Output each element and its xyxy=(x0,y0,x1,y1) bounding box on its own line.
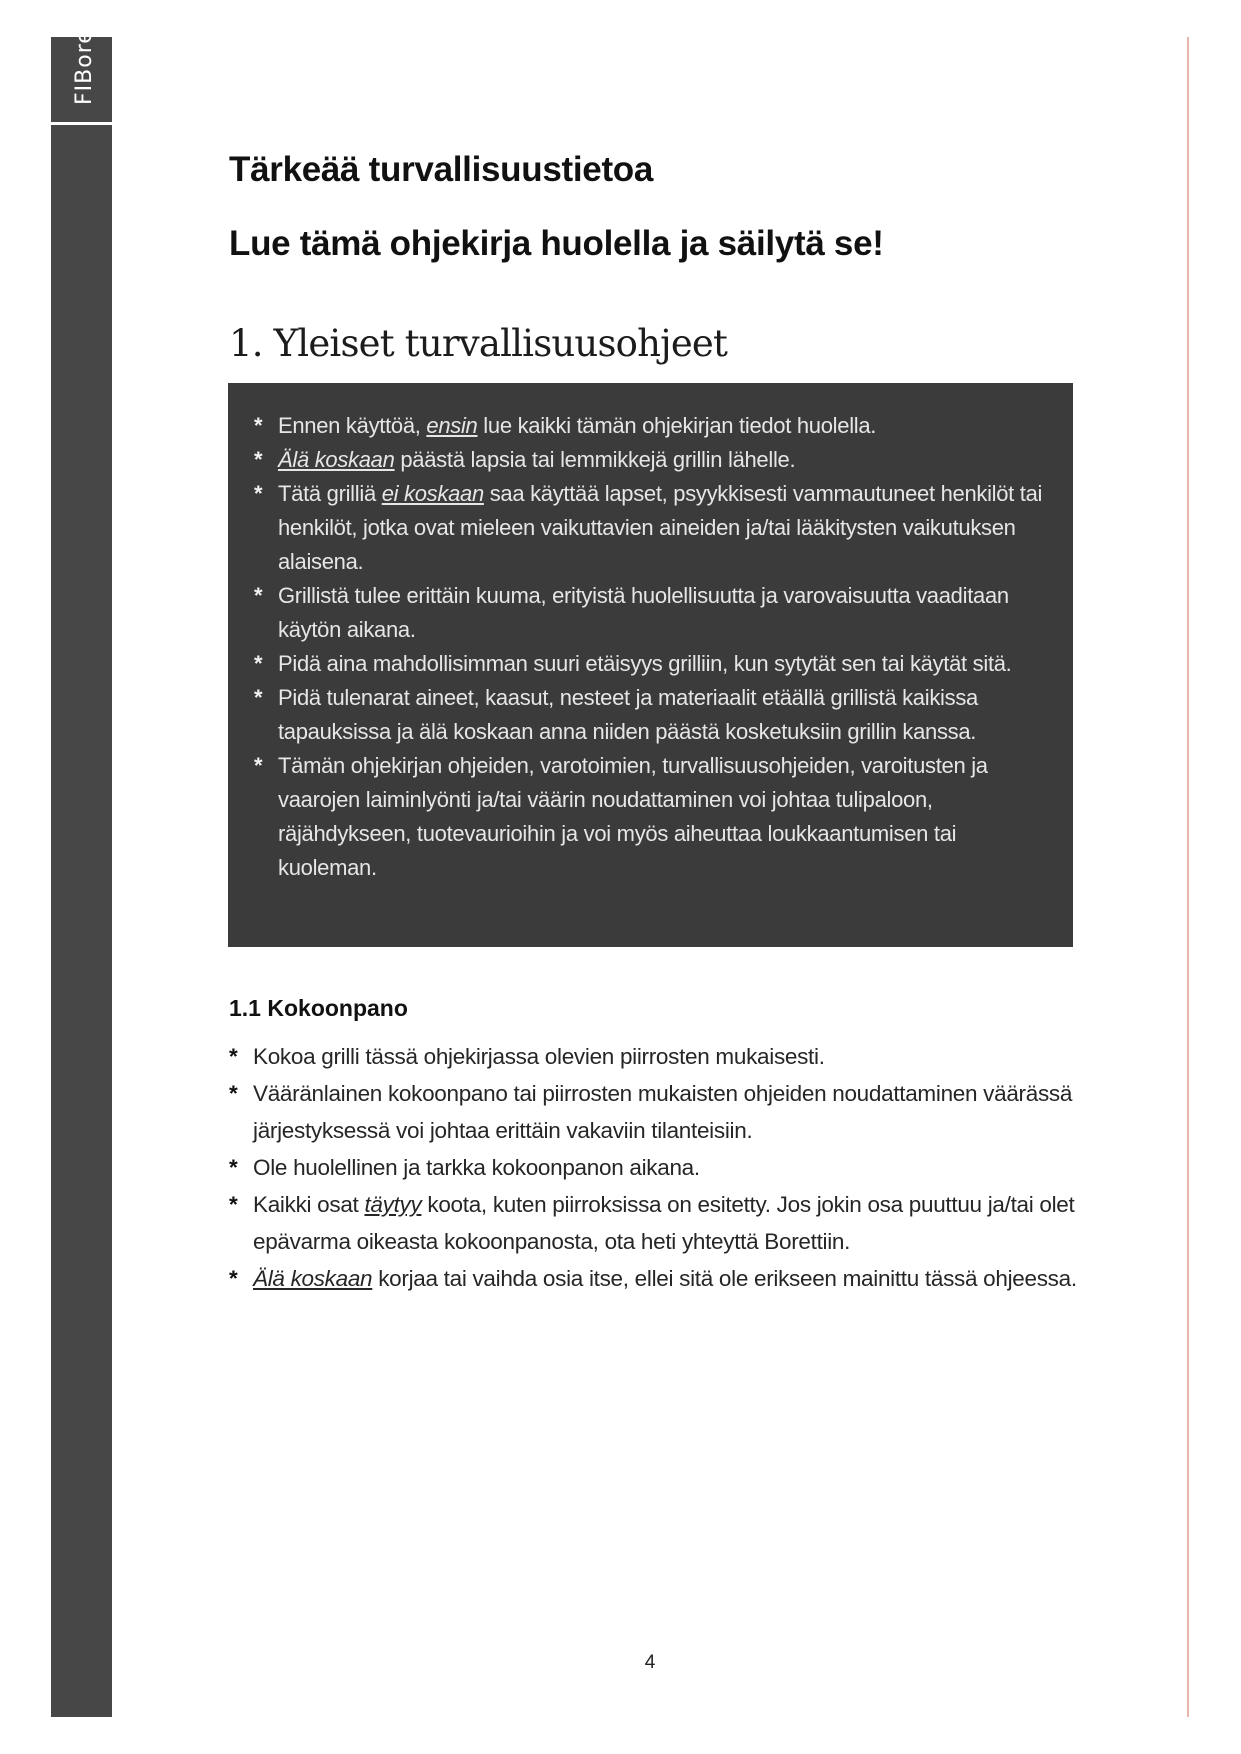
list-item: * Älä koskaan korjaa tai vaihda osia itse, ellei sitä ole erikseen mainittu tässä ohjeessa. xyxy=(229,1260,1089,1297)
bullet-star: * xyxy=(229,1155,238,1180)
bullet-star: * xyxy=(254,583,263,608)
list-item: * Ole huolellinen ja tarkka kokoonpanon aikana. xyxy=(229,1149,1089,1186)
list-item: * Pidä tulenarat aineet, kaasut, nesteet ja materiaalit etäällä grillistä kaikissa tapauksissa ja älä koskaan anna niiden päästä kosketuksiin grillin kanssa. xyxy=(254,681,1043,749)
page-number: 4 xyxy=(644,1652,656,1673)
right-margin-rule xyxy=(1187,37,1189,1717)
bullet-star: * xyxy=(229,1044,238,1069)
list-item: * Kokoa grilli tässä ohjekirjassa olevien piirrosten mukaisesti. xyxy=(229,1038,1089,1075)
list-item: * Grillistä tulee erittäin kuuma, erityistä huolellisuutta ja varovaisuutta vaaditaan käytön aikana. xyxy=(254,579,1043,647)
bullet-star: * xyxy=(229,1266,238,1291)
section-title-assembly: 1.1 Kokoonpano xyxy=(229,995,408,1021)
bullet-star: * xyxy=(254,413,263,438)
bullet-star: * xyxy=(254,685,263,710)
list-item: * Kaikki osat täytyy koota, kuten piirroksissa on esitetty. Jos jokin osa puuttuu ja/tai olet epävarma oikeasta kokoonpanosta, ota heti yhteyttä Borettiin. xyxy=(229,1186,1089,1260)
sidebar-bar xyxy=(51,37,112,1717)
page-title: Tärkeää turvallisuustietoa xyxy=(229,150,654,189)
list-item: * Pidä aina mahdollisimman suuri etäisyys grilliin, kun sytytät sen tai käytät sitä. xyxy=(254,647,1043,681)
emphasis: Älä koskaan xyxy=(278,447,395,472)
page-subtitle: Lue tämä ohjekirja huolella ja säilytä se! xyxy=(229,224,884,263)
bullet-star: * xyxy=(254,651,263,676)
safety-list xyxy=(254,409,1043,885)
list-item: * Älä koskaan päästä lapsia tai lemmikkejä grillin lähelle. xyxy=(254,443,1043,477)
emphasis: täytyy xyxy=(364,1192,422,1217)
bullet-star: * xyxy=(229,1081,238,1106)
list-item: * Tämän ohjekirjan ohjeiden, varotoimien, turvallisuusohjeiden, varoitusten ja vaarojen laiminlyönti ja/tai väärin noudattaminen voi johtaa tulipaloon, räjähdykseen, tuotevaurioihin ja voi myös aiheuttaa loukkaantumisen tai kuoleman. xyxy=(254,749,1043,885)
bullet-star: * xyxy=(254,447,263,472)
list-item: * Vääränlainen kokoonpano tai piirrosten mukaisten ohjeiden noudattaminen väärässä järjestyksessä voi johtaa erittäin vakaviin tilanteisiin. xyxy=(229,1075,1089,1149)
list-item: * Ennen käyttöä, ensin lue kaikki tämän ohjekirjan tiedot huolella. xyxy=(254,409,1043,443)
emphasis: ensin xyxy=(426,413,478,438)
assembly-list xyxy=(229,1038,1089,1297)
emphasis: ei koskaan xyxy=(381,481,484,506)
section-title-general-safety: 1. Yleiset turvallisuusohjeet xyxy=(229,322,728,365)
emphasis: Älä koskaan xyxy=(253,1266,373,1291)
safety-instructions-box xyxy=(228,383,1073,947)
bullet-star: * xyxy=(254,481,263,506)
bullet-star: * xyxy=(254,753,263,778)
list-item: * Tätä grilliä ei koskaan saa käyttää lapset, psyykkisesti vammautuneet henkilöt tai henkilöt, jotka ovat mieleen vaikuttavien aineiden ja/tai lääkitysten vaikutuksen alaisena. xyxy=(254,477,1043,579)
sidebar-tab-label: FIBore xyxy=(72,29,97,105)
bullet-star: * xyxy=(229,1192,238,1217)
